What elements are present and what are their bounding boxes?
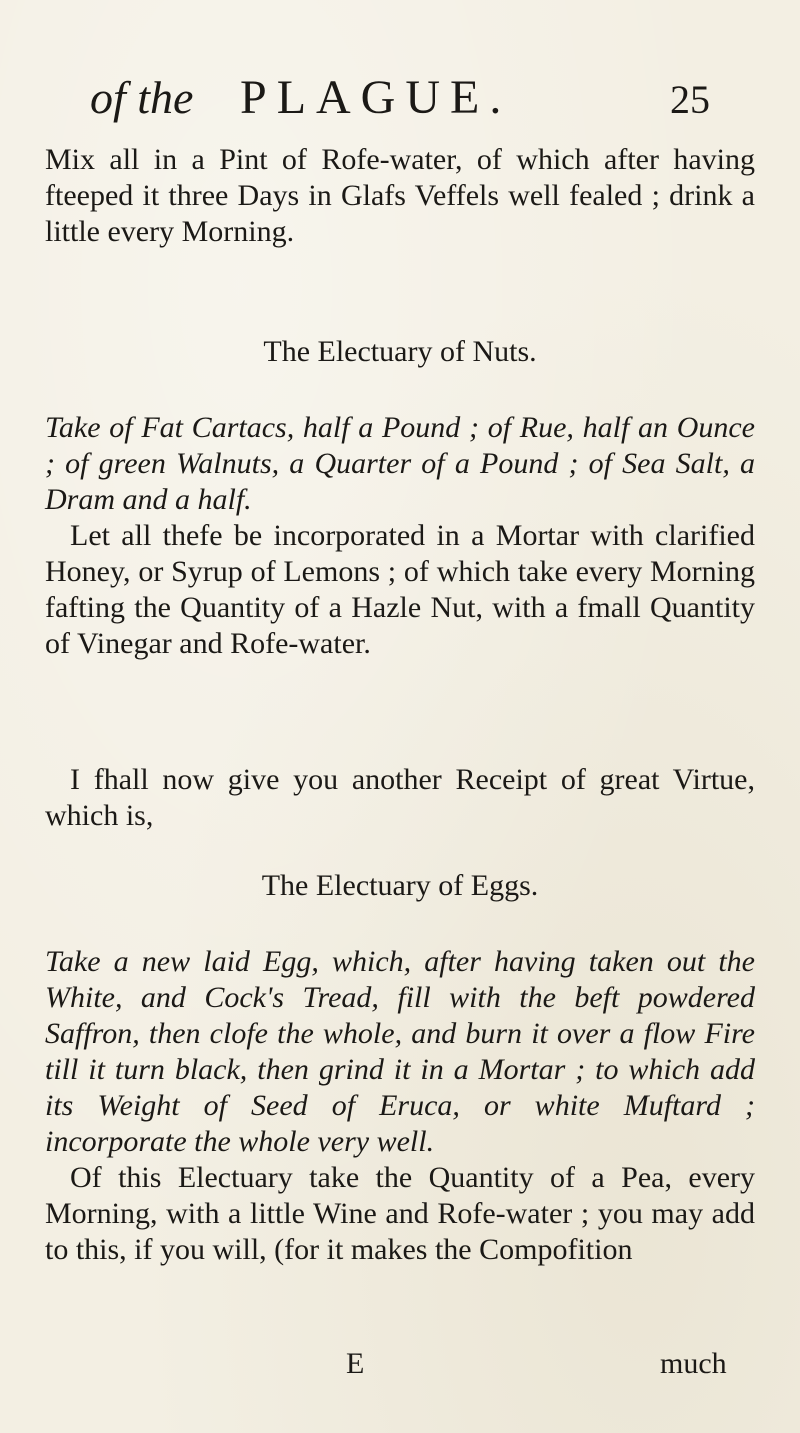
page-number: 25: [670, 77, 710, 122]
running-head-italic: of the: [90, 72, 194, 123]
heading-electuary-nuts: The Electuary of Nuts.: [263, 335, 537, 368]
paragraph-take-fat-cartacs: Take of Fat Cartacs, half a Pound ; of Rue, half an Ounce ; of green Walnuts, a Quarter of a Pound ; of Sea Salt, a Dram and a half.: [45, 411, 755, 516]
heading-electuary-eggs: The Electuary of Eggs.: [261, 869, 539, 902]
signature-mark: E: [346, 1347, 365, 1380]
paragraph-let-all-these: Let all thefe be incorporated in a Mortar with clarified Honey, or Syrup of Lemons ; of which take every Morning fafting the Quantity of a Hazle Nut, with a fmall Quantity of Vinegar and Rofe-water.: [45, 519, 755, 660]
text-block-4: [45, 944, 755, 1268]
running-head-title: PLAGUE.: [240, 71, 512, 124]
paragraph-of-this-electuary: Of this Electuary take the Quantity of a Pea, every Morning, with a little Wine and Rofe-water ; you may add to this, if you will, (for it makes the Compofition: [45, 1161, 755, 1266]
text-block-1: [45, 142, 755, 250]
catchword: much: [660, 1347, 727, 1380]
paragraph-another-receipt: I fhall now give you another Receipt of great Virtue, which is,: [45, 763, 755, 832]
paragraph-take-new-laid-egg: Take a new laid Egg, which, after having taken out the White, and Cock's Tread, fill with the beft powdered Saffron, then clofe the whole, and burn it over a flow Fire till it turn black, then grind it in a Mortar ; to which add its Weight of Seed of Eruca, or white Muftard ; incorporate the whole very well.: [45, 945, 755, 1158]
text-block-3: [45, 762, 755, 834]
running-head: [90, 70, 710, 130]
text-block-2: [45, 410, 755, 662]
paragraph-mix: Mix all in a Pint of Rofe-water, of which after having fteeped it three Days in Glafs Veffels well fealed ; drink a little every Morning.: [45, 143, 755, 248]
